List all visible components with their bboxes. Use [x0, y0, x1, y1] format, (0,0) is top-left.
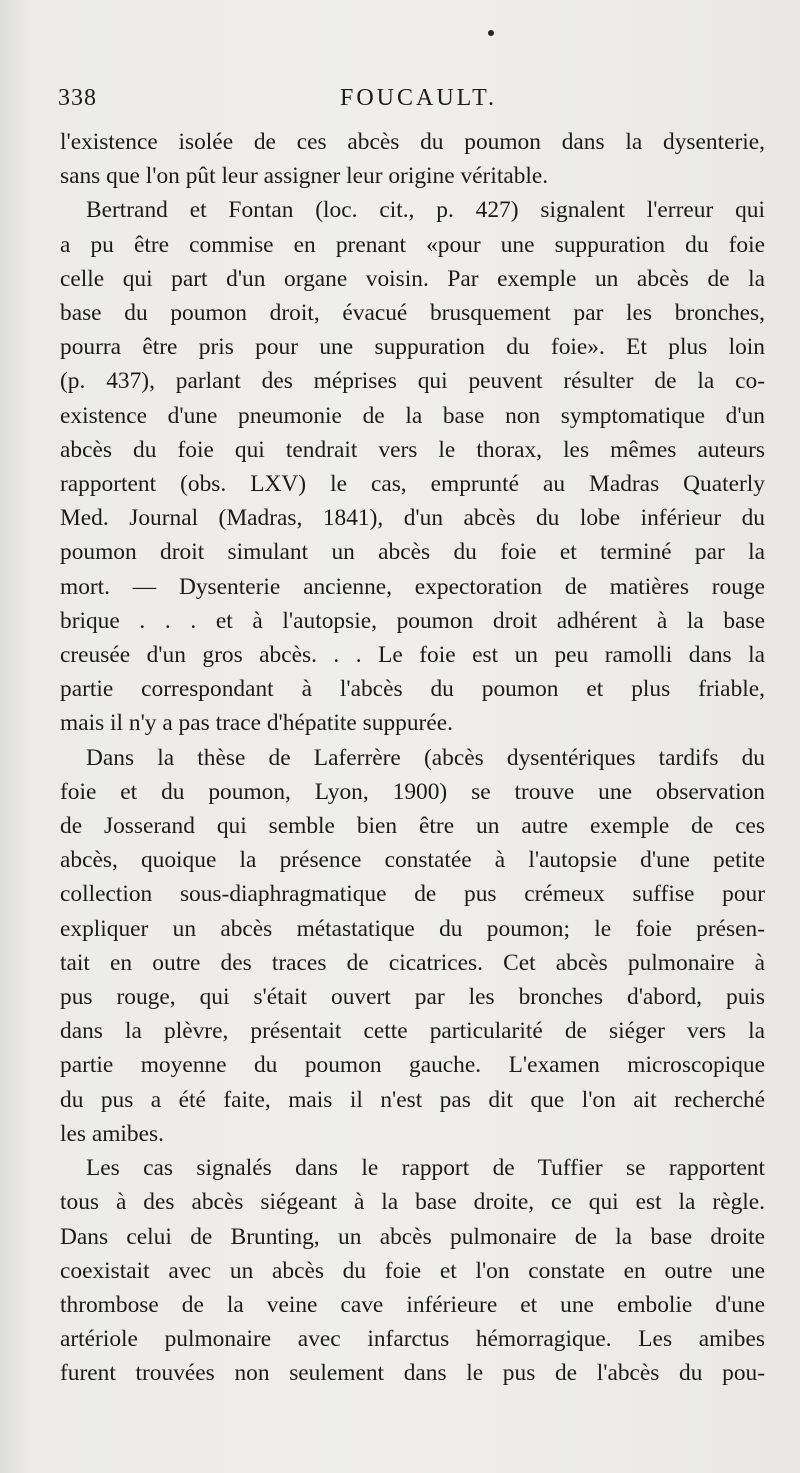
text-line: Dans celui de Brunting, un abcès pulmonaire de la base droite	[60, 1223, 765, 1250]
text-line: pourra être pris pour une suppuration du foie». Et plus loin	[60, 334, 765, 361]
text-line: sans que l'on pût leur assigner leur origine véritable.	[60, 163, 549, 190]
body-text	[60, 125, 765, 1391]
text-line: existence d'une pneumonie de la base non symptomatique d'un	[60, 402, 765, 429]
text-line: furent trouvées non seulement dans le pus de l'abcès du pou-	[60, 1360, 765, 1387]
text-line: Les cas signalés dans le rapport de Tuffier se rapportent	[86, 1155, 765, 1182]
text-line: brique . . . et à l'autopsie, poumon droit adhérent à la base	[60, 607, 765, 634]
text-line: tait en outre des traces de cicatrices. Cet abcès pulmonaire à	[60, 949, 765, 976]
paragraph-1	[60, 125, 765, 193]
text-line: abcès, quoique la présence constatée à l'autopsie d'une petite	[60, 847, 765, 874]
text-line: mais il n'y a pas trace d'hépatite suppurée.	[60, 710, 453, 737]
text-line: foie et du poumon, Lyon, 1900) se trouve une observation	[60, 778, 765, 805]
text-line: de Josserand qui semble bien être un autre exemple de ces	[60, 813, 765, 840]
text-line: base du poumon droit, évacué brusquement par les bronches,	[60, 300, 765, 327]
text-line: celle qui part d'un organe voisin. Par exemple un abcès de la	[60, 265, 765, 292]
page-header	[58, 85, 758, 117]
text-line: poumon droit simulant un abcès du foie et terminé par la	[60, 539, 765, 566]
text-line: Med. Journal (Madras, 1841), d'un abcès du lobe inférieur du	[60, 505, 765, 532]
text-line: thrombose de la veine cave inférieure et une embolie d'une	[60, 1291, 765, 1318]
text-line: collection sous-diaphragmatique de pus crémeux suffise pour	[60, 881, 765, 908]
text-line: abcès du foie qui tendrait vers le thorax, les mêmes auteurs	[60, 436, 765, 463]
text-line: l'existence isolée de ces abcès du poumon dans la dysenterie,	[60, 129, 765, 155]
text-line: (p. 437), parlant des méprises qui peuvent résulter de la co-	[60, 368, 765, 395]
text-line: Dans la thèse de Laferrère (abcès dysentériques tardifs du	[86, 744, 765, 771]
paragraph-3	[60, 741, 765, 1151]
paragraph-2	[60, 193, 765, 740]
text-line: coexistait avec un abcès du foie et l'on constate en outre une	[60, 1257, 765, 1284]
text-line: rapportent (obs. LXV) le cas, emprunté au Madras Quaterly	[60, 471, 765, 498]
text-line: partie correspondant à l'abcès du poumon et plus friable,	[60, 676, 765, 703]
text-line: dans la plèvre, présentait cette particularité de siéger vers la	[60, 1018, 765, 1045]
text-line: pus rouge, qui s'était ouvert par les bronches d'abord, puis	[60, 984, 765, 1011]
text-line: Bertrand et Fontan (loc. cit., p. 427) signalent l'erreur qui	[86, 197, 765, 224]
text-line: tous à des abcès siégeant à la base droite, ce qui est la règle.	[60, 1189, 765, 1216]
text-line: creusée d'un gros abcès. . . Le foie est un peu ramolli dans la	[60, 642, 765, 669]
text-line: les amibes.	[60, 1120, 164, 1147]
text-line: du pus a été faite, mais il n'est pas dit que l'on ait recherché	[60, 1086, 765, 1113]
running-head: FOUCAULT.	[340, 85, 498, 111]
page-number: 338	[58, 85, 97, 111]
text-line: expliquer un abcès métastatique du poumon; le foie présen-	[60, 915, 765, 942]
text-line: mort. — Dysenterie ancienne, expectoration de matières rouge	[60, 573, 765, 600]
print-speck	[488, 30, 494, 36]
text-line: a pu être commise en prenant «pour une suppuration du foie	[60, 231, 765, 258]
paragraph-4	[60, 1151, 765, 1390]
text-line: partie moyenne du poumon gauche. L'examen microscopique	[60, 1052, 765, 1079]
text-line: artériole pulmonaire avec infarctus hémorragique. Les amibes	[60, 1326, 765, 1353]
